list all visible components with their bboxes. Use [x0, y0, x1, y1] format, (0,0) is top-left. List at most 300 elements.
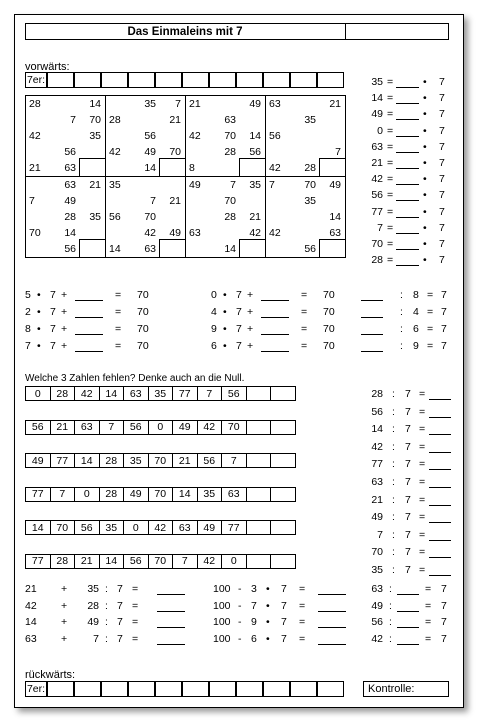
grid-number: 14: [224, 243, 236, 255]
missing-cell: 49: [25, 453, 51, 468]
mix-mid-c: 7: [281, 583, 287, 595]
missing-cell: 56: [123, 420, 149, 435]
div-a: 42: [371, 440, 383, 453]
div-a: 63: [371, 476, 383, 488]
missing-cell[interactable]: [246, 420, 272, 435]
eq-blank[interactable]: [396, 249, 419, 250]
div-colon: :: [392, 405, 395, 418]
grid-number: 14: [329, 211, 341, 223]
forward-answer-box[interactable]: [182, 72, 209, 88]
grid-number: 42: [144, 227, 156, 239]
div-blank[interactable]: [429, 557, 451, 558]
mix-right-a: 42: [371, 632, 383, 645]
missing-cell: 49: [197, 520, 223, 535]
add-mid-plus: +: [247, 289, 254, 301]
div-b: 7: [405, 528, 411, 541]
add-mid-blank[interactable]: [261, 334, 289, 335]
missing-cell: 0: [74, 487, 100, 502]
div-right-blank[interactable]: [361, 351, 383, 352]
div-right-colon: :: [400, 323, 403, 335]
div-blank[interactable]: [429, 469, 451, 470]
missing-cell[interactable]: [270, 386, 296, 401]
add-mid-a: 4: [211, 306, 217, 318]
grid-number: 56: [269, 130, 281, 142]
add-left-r: 70: [137, 306, 149, 318]
missing-cell[interactable]: [246, 520, 272, 535]
grid-number: 21: [329, 98, 341, 110]
grid-number: 63: [189, 227, 201, 239]
eq-sign: =: [387, 157, 394, 169]
mix-left-colon: :: [105, 632, 108, 645]
grid-number: 28: [224, 146, 236, 158]
div-right-r: 7: [441, 323, 447, 335]
div-b: 7: [405, 511, 411, 524]
div-a: 77: [371, 458, 383, 471]
eq-blank[interactable]: [396, 119, 419, 120]
add-mid-eq: =: [301, 289, 308, 301]
add-left-b: 7: [50, 340, 56, 352]
mix-left-a: 42: [25, 599, 37, 612]
div-right-eq: =: [427, 340, 434, 352]
missing-cell: 28: [99, 453, 125, 468]
eq-blank[interactable]: [396, 136, 419, 137]
mix-right-a: 49: [371, 599, 383, 612]
eq-number: 77: [371, 205, 383, 218]
add-left-a: 2: [25, 306, 31, 318]
grid-number: 42: [189, 130, 201, 142]
mix-right-blank[interactable]: [397, 644, 419, 645]
grid-answer-box[interactable]: [159, 239, 186, 258]
mix-right-r: 7: [441, 599, 447, 612]
grid-number: 35: [144, 98, 156, 110]
add-mid-r: 70: [323, 323, 335, 335]
div-right-blank[interactable]: [361, 334, 383, 335]
mix-right-r: 7: [441, 616, 447, 628]
add-left-blank[interactable]: [75, 300, 103, 301]
eq-number: 70: [371, 238, 383, 250]
mix-right-blank[interactable]: [397, 594, 419, 595]
div-right-colon: :: [400, 306, 403, 318]
missing-cell: 21: [50, 420, 76, 435]
forward-answer-box[interactable]: [290, 72, 317, 88]
missing-cell: 56: [25, 420, 51, 435]
grid-number: 56: [64, 146, 76, 158]
grid-answer-box[interactable]: [159, 158, 186, 177]
backward-answer-box[interactable]: [182, 681, 209, 697]
add-mid-blank[interactable]: [261, 317, 289, 318]
div-b: 7: [405, 458, 411, 471]
add-mid-dot: •: [223, 340, 227, 352]
mix-right-a: 63: [371, 583, 383, 595]
missing-cell: 0: [221, 554, 247, 569]
eq-factor: 7: [439, 189, 445, 202]
missing-cell: 14: [172, 487, 198, 502]
mix-mid-c: 7: [281, 632, 287, 645]
eq-factor: 7: [439, 205, 445, 218]
mix-mid-blank[interactable]: [318, 611, 346, 612]
mix-mid-b: 6: [251, 632, 257, 645]
div-eq: =: [419, 458, 426, 471]
div-right-blank[interactable]: [361, 300, 383, 301]
add-left-eq: =: [115, 306, 122, 318]
div-eq: =: [419, 405, 426, 418]
div-right-r: 7: [441, 340, 447, 352]
eq-factor: 7: [439, 108, 445, 121]
eq-sign: =: [387, 205, 394, 218]
div-a: 21: [371, 493, 383, 506]
add-mid-r: 70: [323, 289, 335, 301]
eq-dot: •: [423, 173, 427, 186]
eq-blank[interactable]: [396, 233, 419, 234]
add-left-blank[interactable]: [75, 317, 103, 318]
grid-answer-box[interactable]: [239, 158, 266, 177]
backward-answer-box[interactable]: [236, 681, 263, 697]
grid-number: 70: [89, 114, 101, 126]
eq-factor: 7: [439, 76, 445, 88]
div-right-b: 4: [413, 306, 419, 318]
backward-answer-box[interactable]: [47, 681, 74, 697]
control-label: Kontrolle:: [368, 683, 415, 695]
div-b: 7: [405, 493, 411, 506]
grid-answer-box[interactable]: [319, 239, 346, 258]
grid-number: 49: [64, 195, 76, 207]
mix-mid-blank[interactable]: [318, 594, 346, 595]
grid-number: 28: [64, 211, 76, 223]
missing-cell[interactable]: [246, 453, 272, 468]
missing-cell: 14: [74, 453, 100, 468]
forward-answer-box[interactable]: [236, 72, 263, 88]
mix-left-a: 14: [25, 616, 37, 628]
add-mid-blank[interactable]: [261, 300, 289, 301]
grid-number: 28: [109, 114, 121, 126]
missing-cell[interactable]: [270, 453, 296, 468]
div-eq: =: [419, 546, 426, 559]
eq-blank[interactable]: [396, 184, 419, 185]
mix-mid-dot: •: [266, 599, 270, 612]
add-mid-b: 7: [236, 306, 242, 318]
grid-number: 70: [144, 211, 156, 223]
forward-answer-box[interactable]: [317, 72, 344, 88]
missing-cell: 21: [74, 554, 100, 569]
div-b: 7: [405, 388, 411, 400]
mix-mid-blank[interactable]: [318, 627, 346, 628]
grid-number: 56: [304, 243, 316, 255]
missing-cell: 28: [99, 487, 125, 502]
eq-sign: =: [387, 254, 394, 267]
missing-cell[interactable]: [270, 554, 296, 569]
eq-number: 28: [371, 254, 383, 267]
div-a: 35: [371, 564, 383, 576]
div-right-b: 9: [413, 340, 419, 352]
div-blank[interactable]: [429, 522, 451, 523]
div-right-b: 8: [413, 289, 419, 301]
grid-number: 63: [329, 227, 341, 239]
missing-cell: 70: [148, 487, 174, 502]
missing-cell: 28: [50, 386, 76, 401]
div-blank[interactable]: [429, 575, 451, 576]
div-colon: :: [392, 546, 395, 559]
eq-blank[interactable]: [396, 87, 419, 88]
grid-number: 35: [304, 114, 316, 126]
add-mid-eq: =: [301, 340, 308, 352]
eq-sign: =: [387, 108, 394, 121]
grid-number: 35: [304, 195, 316, 207]
div-eq: =: [419, 388, 426, 400]
grid-number: 14: [144, 162, 156, 174]
div-b: 7: [405, 546, 411, 559]
mix-right-r: 7: [441, 583, 447, 595]
grid-number: 63: [64, 162, 76, 174]
missing-cell: 77: [50, 453, 76, 468]
div-blank[interactable]: [429, 399, 451, 400]
add-mid-eq: =: [301, 306, 308, 318]
eq-factor: 7: [439, 173, 445, 186]
div-blank[interactable]: [429, 417, 451, 418]
grid-number: 7: [230, 179, 236, 191]
missing-cell: 14: [25, 520, 51, 535]
backward-answer-box[interactable]: [128, 681, 155, 697]
backward-label: rückwärts:: [25, 669, 76, 681]
grid-number: 35: [89, 211, 101, 223]
mix-left-b: 28: [87, 599, 99, 612]
missing-cell: 21: [172, 453, 198, 468]
add-left-plus: +: [61, 323, 68, 335]
div-blank[interactable]: [429, 505, 451, 506]
missing-cell: 0: [25, 386, 51, 401]
eq-number: 49: [371, 108, 383, 121]
eq-blank[interactable]: [396, 168, 419, 169]
add-left-dot: •: [37, 323, 41, 335]
missing-cell: 42: [74, 386, 100, 401]
eq-blank[interactable]: [396, 103, 419, 104]
eq-blank[interactable]: [396, 217, 419, 218]
add-mid-blank[interactable]: [261, 351, 289, 352]
div-right-r: 7: [441, 289, 447, 301]
div-b: 7: [405, 564, 411, 576]
missing-cell[interactable]: [270, 520, 296, 535]
mix-left-colon: :: [105, 599, 108, 612]
div-b: 7: [405, 440, 411, 453]
div-blank[interactable]: [429, 452, 451, 453]
add-left-plus: +: [61, 340, 68, 352]
div-b: 7: [405, 423, 411, 436]
eq-dot: •: [423, 140, 427, 153]
forward-answer-box[interactable]: [101, 72, 128, 88]
mix-right-colon: :: [389, 583, 392, 595]
eq-blank[interactable]: [396, 265, 419, 266]
backward-answer-box[interactable]: [263, 681, 290, 697]
grid-number: 28: [224, 211, 236, 223]
forward-answer-box[interactable]: [155, 72, 182, 88]
mix-mid-dot: •: [266, 583, 270, 595]
grid-answer-box[interactable]: [79, 239, 106, 258]
mix-left-op: +: [61, 583, 68, 595]
grid-number: 70: [29, 227, 41, 239]
grid-number: 21: [189, 98, 201, 110]
div-eq: =: [419, 511, 426, 524]
grid-number: 49: [169, 227, 181, 239]
add-left-r: 70: [137, 323, 149, 335]
add-left-a: 8: [25, 323, 31, 335]
div-blank[interactable]: [429, 434, 451, 435]
missing-cell: 70: [221, 420, 247, 435]
mix-mid-minus: -: [238, 632, 242, 645]
grid-number: 21: [169, 114, 181, 126]
grid-number: 35: [109, 179, 121, 191]
mix-left-a: 21: [25, 583, 37, 595]
forward-answer-box[interactable]: [47, 72, 74, 88]
grid-number: 42: [269, 162, 281, 174]
eq-dot: •: [423, 124, 427, 137]
div-eq: =: [419, 528, 426, 541]
grid-number: 70: [304, 179, 316, 191]
div-colon: :: [392, 440, 395, 453]
forward-answer-box[interactable]: [209, 72, 236, 88]
eq-factor: 7: [439, 124, 445, 137]
eq-sign: =: [387, 238, 394, 250]
mix-right-a: 56: [371, 616, 383, 628]
missing-cell: 35: [148, 386, 174, 401]
missing-cell: 56: [123, 554, 149, 569]
mix-left-c: 7: [117, 616, 123, 628]
forward-answer-box[interactable]: [74, 72, 101, 88]
missing-cell[interactable]: [270, 420, 296, 435]
backward-answer-box[interactable]: [209, 681, 236, 697]
add-left-eq: =: [115, 340, 122, 352]
eq-sign: =: [387, 140, 394, 153]
grid-number: 56: [64, 243, 76, 255]
missing-cell: 77: [25, 487, 51, 502]
div-blank[interactable]: [429, 540, 451, 541]
grid-number: 42: [109, 146, 121, 158]
mix-mid-dot: •: [266, 616, 270, 628]
backward-answer-box[interactable]: [155, 681, 182, 697]
missing-cell: 77: [221, 520, 247, 535]
mix-left-b: 35: [87, 583, 99, 595]
grid-number: 7: [29, 195, 35, 207]
mix-left-blank[interactable]: [157, 611, 185, 612]
add-left-eq: =: [115, 323, 122, 335]
backward-answer-box[interactable]: [101, 681, 128, 697]
mix-left-blank[interactable]: [157, 594, 185, 595]
mix-right-colon: :: [389, 616, 392, 628]
grid-number: 7: [335, 146, 341, 158]
backward-answer-box[interactable]: [290, 681, 317, 697]
grid-number: 63: [224, 114, 236, 126]
forward-label: vorwärts:: [25, 61, 70, 73]
missing-cell: 70: [50, 520, 76, 535]
add-left-plus: +: [61, 306, 68, 318]
mix-right-blank[interactable]: [397, 627, 419, 628]
grid-number: 7: [175, 98, 181, 110]
grid-number: 49: [329, 179, 341, 191]
backward-answer-box[interactable]: [317, 681, 344, 697]
missing-cell: 28: [50, 554, 76, 569]
grid-number: 63: [144, 243, 156, 255]
div-colon: :: [392, 528, 395, 541]
mix-left-blank[interactable]: [157, 627, 185, 628]
missing-cell: 63: [172, 520, 198, 535]
grid-number: 63: [64, 179, 76, 191]
mix-right-r: 7: [441, 632, 447, 645]
div-blank[interactable]: [429, 487, 451, 488]
mix-right-eq: =: [425, 616, 432, 628]
missing-cell[interactable]: [246, 487, 272, 502]
eq-number: 21: [371, 157, 383, 169]
missing-cell[interactable]: [246, 386, 272, 401]
grid-number: 35: [89, 130, 101, 142]
mix-left-eq: =: [132, 632, 139, 645]
div-right-blank[interactable]: [361, 317, 383, 318]
grid-number: 14: [64, 227, 76, 239]
add-left-blank[interactable]: [75, 334, 103, 335]
add-mid-r: 70: [323, 306, 335, 318]
missing-cell: 56: [74, 520, 100, 535]
mix-left-colon: :: [105, 616, 108, 628]
grid-number: 49: [189, 179, 201, 191]
mix-mid-minus: -: [238, 616, 242, 628]
missing-cell[interactable]: [246, 554, 272, 569]
mix-mid-a: 100: [213, 599, 231, 612]
mix-left-b: 49: [87, 616, 99, 628]
missing-cell: 14: [99, 386, 125, 401]
add-left-dot: •: [37, 306, 41, 318]
div-eq: =: [419, 493, 426, 506]
add-mid-b: 7: [236, 289, 242, 301]
div-colon: :: [392, 511, 395, 524]
eq-blank[interactable]: [396, 152, 419, 153]
div-a: 28: [371, 388, 383, 400]
mix-mid-minus: -: [238, 583, 242, 595]
div-colon: :: [392, 423, 395, 436]
mix-mid-eq: =: [299, 632, 306, 645]
eq-factor: 7: [439, 140, 445, 153]
missing-cell[interactable]: [270, 487, 296, 502]
mix-right-blank[interactable]: [397, 611, 419, 612]
add-mid-plus: +: [247, 340, 254, 352]
mix-mid-a: 100: [213, 583, 231, 595]
missing-cell: 35: [197, 487, 223, 502]
eq-number: 63: [371, 140, 383, 153]
missing-cell: 77: [25, 554, 51, 569]
backward-answer-box[interactable]: [74, 681, 101, 697]
add-mid-dot: •: [223, 323, 227, 335]
grid-number: 70: [224, 130, 236, 142]
div-right-b: 6: [413, 323, 419, 335]
forward-answer-box[interactable]: [263, 72, 290, 88]
mix-left-eq: =: [132, 616, 139, 628]
div-a: 14: [371, 423, 383, 436]
grid-number: 35: [249, 179, 261, 191]
grid-answer-box[interactable]: [79, 158, 106, 177]
missing-cell: 49: [123, 487, 149, 502]
eq-blank[interactable]: [396, 200, 419, 201]
mix-left-op: +: [61, 632, 68, 645]
grid-answer-box[interactable]: [319, 158, 346, 177]
mix-left-op: +: [61, 599, 68, 612]
add-mid-dot: •: [223, 306, 227, 318]
grid-answer-box[interactable]: [239, 239, 266, 258]
mix-left-blank[interactable]: [157, 644, 185, 645]
missing-cell: 35: [123, 453, 149, 468]
mix-mid-blank[interactable]: [318, 644, 346, 645]
forward-answer-box[interactable]: [128, 72, 155, 88]
mix-mid-c: 7: [281, 599, 287, 612]
add-left-blank[interactable]: [75, 351, 103, 352]
grid-number: 63: [269, 98, 281, 110]
missing-cell: 63: [123, 386, 149, 401]
div-colon: :: [392, 493, 395, 506]
